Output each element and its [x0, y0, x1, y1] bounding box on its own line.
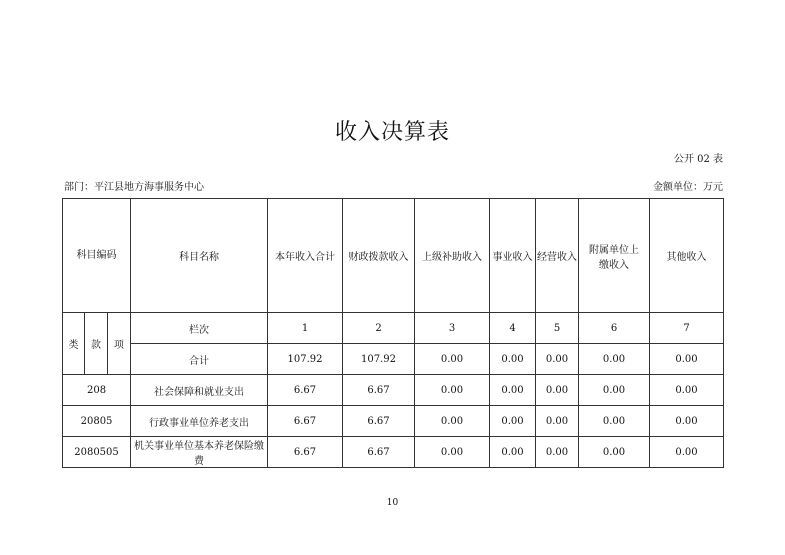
amount-cell: 0.00 [490, 406, 536, 437]
total-value: 0.00 [490, 344, 536, 375]
total-value: 0.00 [415, 344, 490, 375]
subject-code: 2080505 [63, 437, 131, 468]
total-value: 107.92 [343, 344, 415, 375]
amount-cell: 6.67 [268, 406, 343, 437]
amount-unit-label: 金额单位：万元 [653, 182, 723, 193]
column-number: 4 [490, 313, 536, 344]
amount-cell: 0.00 [650, 406, 724, 437]
department-label: 部门：平江县地方海事服务中心 [64, 182, 204, 193]
subject-name: 行政事业单位养老支出 [131, 406, 268, 437]
income-table [62, 198, 724, 468]
header-superior: 上级补助收入 [415, 199, 490, 313]
amount-cell: 0.00 [536, 437, 579, 468]
amount-cell: 0.00 [650, 437, 724, 468]
amount-cell: 0.00 [579, 437, 650, 468]
total-label: 合计 [131, 344, 268, 375]
amount-cell: 0.00 [490, 437, 536, 468]
column-number: 7 [650, 313, 724, 344]
amount-cell: 0.00 [579, 406, 650, 437]
column-number: 1 [268, 313, 343, 344]
amount-cell: 0.00 [536, 375, 579, 406]
header-operating: 经营收入 [536, 199, 579, 313]
sub-header-lei: 类 [63, 313, 85, 375]
subject-name: 社会保障和就业支出 [131, 375, 268, 406]
header-other: 其他收入 [650, 199, 724, 313]
total-row [63, 344, 724, 375]
amount-cell: 0.00 [650, 375, 724, 406]
column-number: 3 [415, 313, 490, 344]
column-number: 6 [579, 313, 650, 344]
subject-code: 208 [63, 375, 131, 406]
page-number: 10 [386, 498, 399, 508]
amount-cell: 6.67 [268, 375, 343, 406]
amount-cell: 6.67 [343, 406, 415, 437]
total-value: 0.00 [579, 344, 650, 375]
amount-cell: 0.00 [490, 375, 536, 406]
amount-cell: 0.00 [536, 406, 579, 437]
amount-cell: 0.00 [415, 375, 490, 406]
header-fiscal: 财政拨款收入 [343, 199, 415, 313]
amount-cell: 0.00 [415, 437, 490, 468]
amount-cell: 6.67 [343, 375, 415, 406]
table-row [63, 406, 724, 437]
column-number: 2 [343, 313, 415, 344]
column-number-row [63, 313, 724, 344]
amount-cell: 6.67 [268, 437, 343, 468]
amount-cell: 0.00 [579, 375, 650, 406]
table-row [63, 437, 724, 468]
header-row [63, 199, 724, 313]
total-value: 0.00 [650, 344, 724, 375]
page-title: 收入决算表 [334, 120, 450, 145]
header-total: 本年收入合计 [268, 199, 343, 313]
subject-code: 20805 [63, 406, 131, 437]
amount-cell: 6.67 [343, 437, 415, 468]
total-value: 107.92 [268, 344, 343, 375]
header-business: 事业收入 [490, 199, 536, 313]
subject-name: 机关事业单位基本养老保险缴费 [131, 437, 268, 468]
amount-cell: 0.00 [415, 406, 490, 437]
column-number: 5 [536, 313, 579, 344]
doc-code: 公开 02 表 [673, 154, 723, 165]
header-affiliated: 附属单位上缴收入 [579, 199, 650, 313]
sub-header-kuan: 款 [85, 313, 108, 375]
total-value: 0.00 [536, 344, 579, 375]
table-row [63, 375, 724, 406]
column-number-label: 栏次 [131, 313, 268, 344]
header-name: 科目名称 [131, 199, 268, 313]
header-code: 科目编码 [63, 199, 131, 313]
sub-header-xiang: 项 [108, 313, 131, 375]
